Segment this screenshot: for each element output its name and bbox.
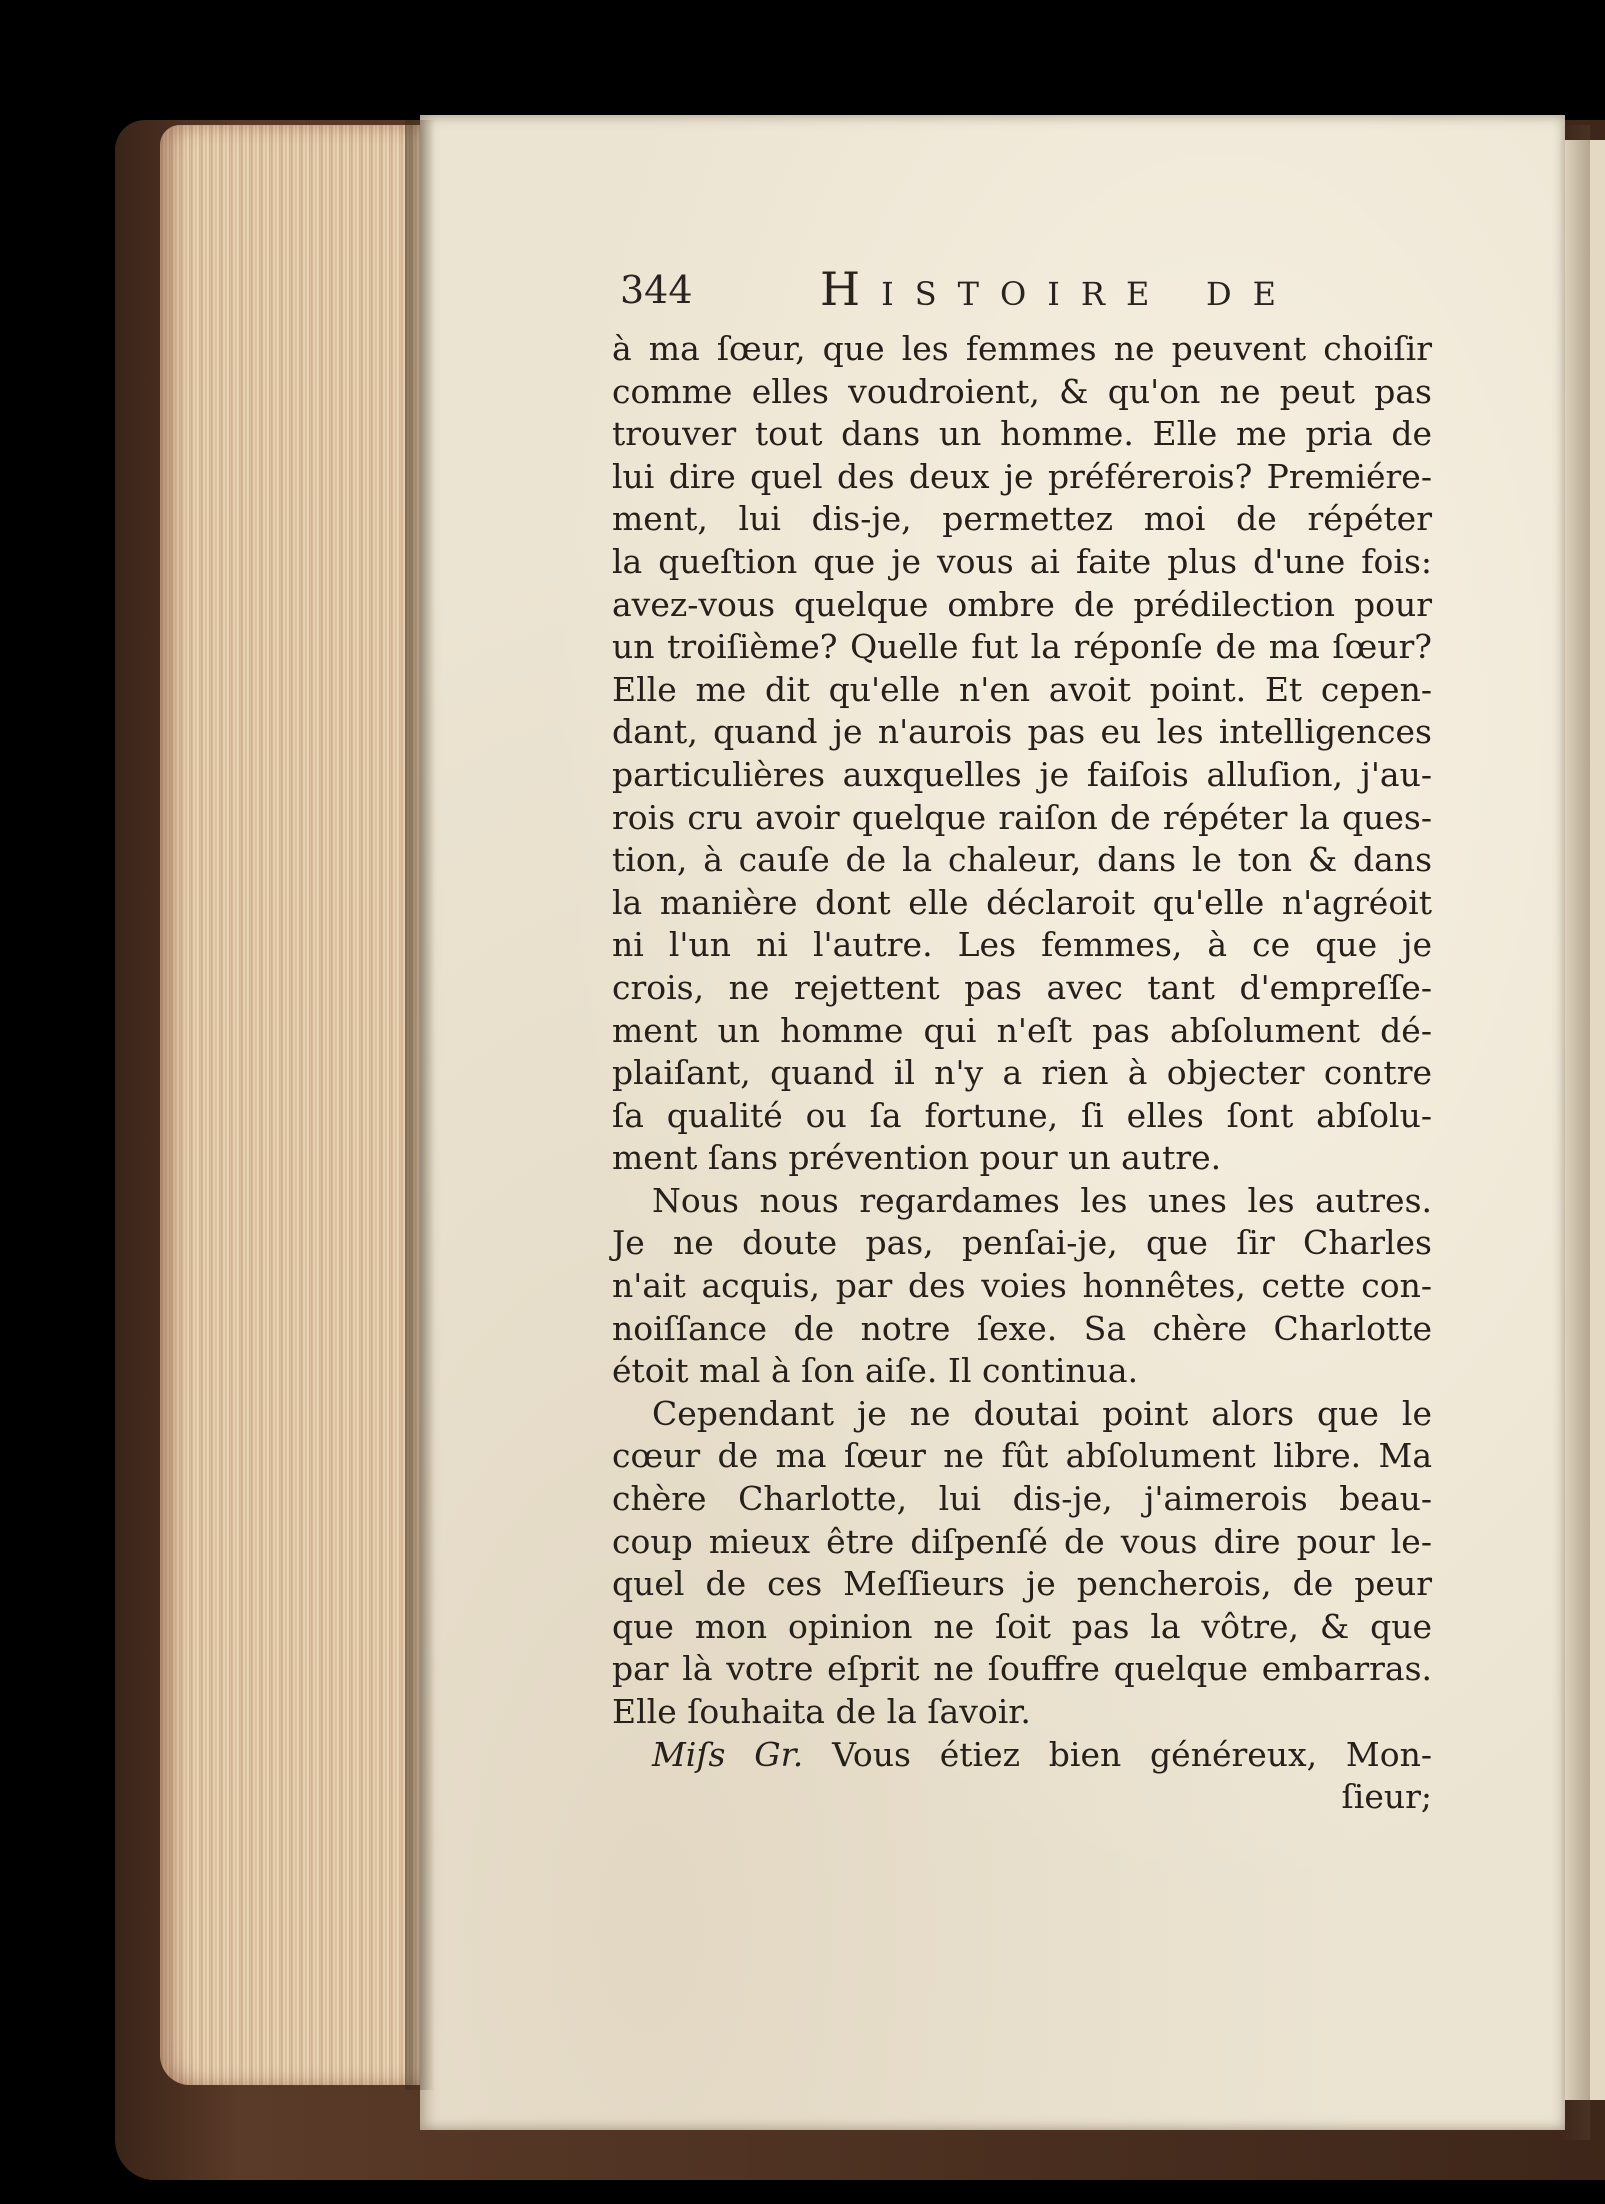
text-line: ment ſans prévention pour un autre.	[612, 1138, 1222, 1178]
dialogue-line	[612, 1734, 1432, 1777]
page-number: 344	[620, 268, 693, 312]
text-line: dant, quand je n'aurois pas eu les intelligences	[612, 712, 1432, 752]
text-line: comme elles voudroient, & qu'on ne peut pas	[612, 371, 1432, 411]
text-line: trouver tout dans un homme. Elle me pria de	[612, 414, 1432, 454]
text-line: quel de ces Meſſieurs je pencherois, de peur	[612, 1564, 1432, 1604]
text-line: crois, ne rejettent pas avec tant d'empreſſe-	[612, 967, 1432, 1007]
running-head	[620, 262, 1380, 322]
gutter-shadow	[405, 120, 435, 2090]
text-line: par là votre eſprit ne ſouffre quelque embarras.	[612, 1649, 1432, 1689]
text-line: chère Charlotte, lui dis-je, j'aimerois beau-	[612, 1479, 1432, 1519]
text-line: cœur de ma ſœur ne fût abſolument libre. Ma	[612, 1436, 1432, 1476]
text-line: la manière dont elle déclaroit qu'elle n'agréoit	[612, 882, 1432, 922]
page-right-shadow	[1560, 125, 1590, 2140]
text-line: à ma ſœur, que les femmes ne peuvent choiſir	[612, 329, 1432, 368]
text-line: Nous nous regardames les unes les autres.	[652, 1180, 1432, 1220]
text-line: un troiſième? Quelle fut la réponſe de ma ſœur?	[612, 627, 1432, 667]
text-line: ment, lui dis-je, permettez moi de répéter	[612, 499, 1432, 539]
text-line: plaiſant, quand il n'y a rien à objecter contre	[612, 1053, 1432, 1093]
text-line: tion, à cauſe de la chaleur, dans le ton & dans	[612, 840, 1432, 880]
text-line: que mon opinion ne ſoit pas la vôtre, & que	[612, 1606, 1432, 1646]
catchword: ſieur;	[1341, 1777, 1432, 1817]
text-line: lui dire quel des deux je préférerois? Premiére-	[612, 456, 1432, 496]
text-line: ni l'un ni l'autre. Les femmes, à ce que je	[612, 925, 1432, 965]
text-line: ſa qualité ou ſa fortune, ſi elles ſont abſolu-	[612, 1095, 1432, 1135]
text-line: étoit mal à ſon aiſe. Il continua.	[612, 1351, 1139, 1391]
text-line: coup mieux être diſpenſé de vous dire pour le-	[612, 1521, 1432, 1561]
dialogue-text: Vous étiez bien généreux, Mon-	[832, 1734, 1432, 1774]
text-line: rois cru avoir quelque raiſon de répéter la ques-	[612, 797, 1432, 837]
text-line: noiſſance de notre ſexe. Sa chère Charlotte	[612, 1308, 1432, 1348]
text-line: Elle ſouhaita de la ſavoir.	[612, 1692, 1031, 1731]
text-line: n'ait acquis, par des voies honnêtes, cette con-	[612, 1266, 1432, 1306]
text-line: la queſtion que je vous ai faite plus d'une fois:	[612, 541, 1432, 581]
text-line: ment un homme qui n'eſt pas abſolument dé-	[612, 1010, 1432, 1050]
body-text	[612, 328, 1432, 1819]
text-line: Cependant je ne doutai point alors que le	[652, 1393, 1432, 1433]
speaker-name: Miſs Gr.	[652, 1734, 804, 1774]
text-line: particulières auxquelles je faiſois alluſion, j'au-	[612, 754, 1432, 794]
page-edges	[160, 125, 425, 2085]
text-line: Elle me dit qu'elle n'en avoit point. Et cepen-	[612, 669, 1432, 709]
text-line: Je ne doute pas, penſai-je, que ſir Charles	[612, 1223, 1432, 1263]
text-line: avez-vous quelque ombre de prédilection pour	[612, 584, 1432, 624]
running-title: Histoire de	[820, 262, 1297, 316]
